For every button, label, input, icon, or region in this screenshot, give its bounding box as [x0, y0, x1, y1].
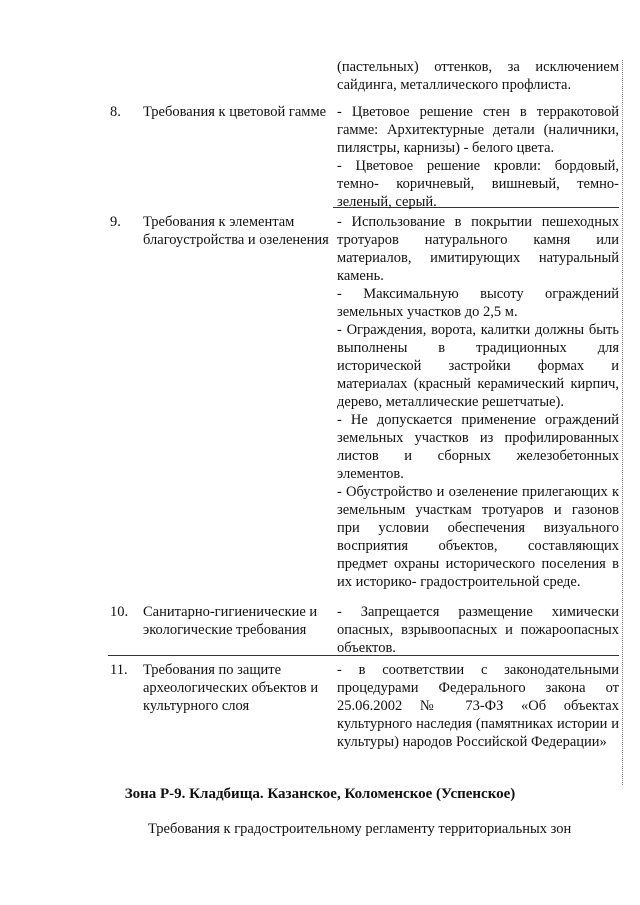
- row-number: 8.: [110, 104, 121, 120]
- body-paragraph: Требования к градостроительному регламенту территориальных зон: [148, 821, 572, 837]
- row-requirement-text: - Запрещается размещение химически опасных, взрывоопасных и пожароопасных объектов.: [337, 604, 619, 656]
- continuation-text: (пастельных) оттенков, за исключением сайдинга, металлического профлиста.: [337, 59, 619, 93]
- row-requirement-text: - Использование в покрытии пешеходных тротуаров натурального камня или материалов, имитирующих натуральный камень. - Максимальную высоту ограждений земельных участков до 2,5 м. - Ограждения, ворота, калитки должны быть выполнены в традиционных для исторической застройки формах и материалах (красный керамический кирпич, дерево, металлические решетчатые). - Не допускается применение ограждений земельных участков из профилированных листов и сборных железобетонных элементов. - Обустройство и озеленение прилегающих к земельным участкам тротуаров и газонов при условии обеспечения визуального восприятия объектов, составляющих предмет охраны исторического поселения в их историко- градостроительной среде.: [337, 214, 619, 590]
- row-requirement-name: Санитарно-гигиенические и экологические требования: [143, 604, 318, 638]
- row-number: 11.: [110, 662, 128, 678]
- row-number: 10.: [110, 604, 129, 620]
- row-requirement-name: Требования по защите археологических объектов и культурного слоя: [143, 662, 319, 714]
- row-requirement-name: Требования к цветовой гамме: [143, 104, 327, 120]
- zone-heading: Зона Р-9. Кладбища. Казанское, Коломенское (Успенское): [124, 786, 516, 802]
- row-number: 9.: [110, 214, 121, 230]
- row-requirement-name: Требования к элементам благоустройства и озеленения: [143, 214, 329, 248]
- row-requirement-text: - Цветовое решение стен в терракотовой гамме: Архитектурные детали (наличники, пилястры, карнизы) - белого цвета. - Цветовое решение кровли: бордовый, темно- коричневый, вишневый, темно-зеленый, серый.: [337, 104, 619, 210]
- table-right-border: [622, 60, 623, 785]
- row-requirement-text: - в соответствии с законодательными процедурами Федерального закона от 25.06.2002 № 73-ФЗ «Об объектах культурного наследия (памятниках истории и культуры) народов Российской Федерации»: [337, 662, 619, 750]
